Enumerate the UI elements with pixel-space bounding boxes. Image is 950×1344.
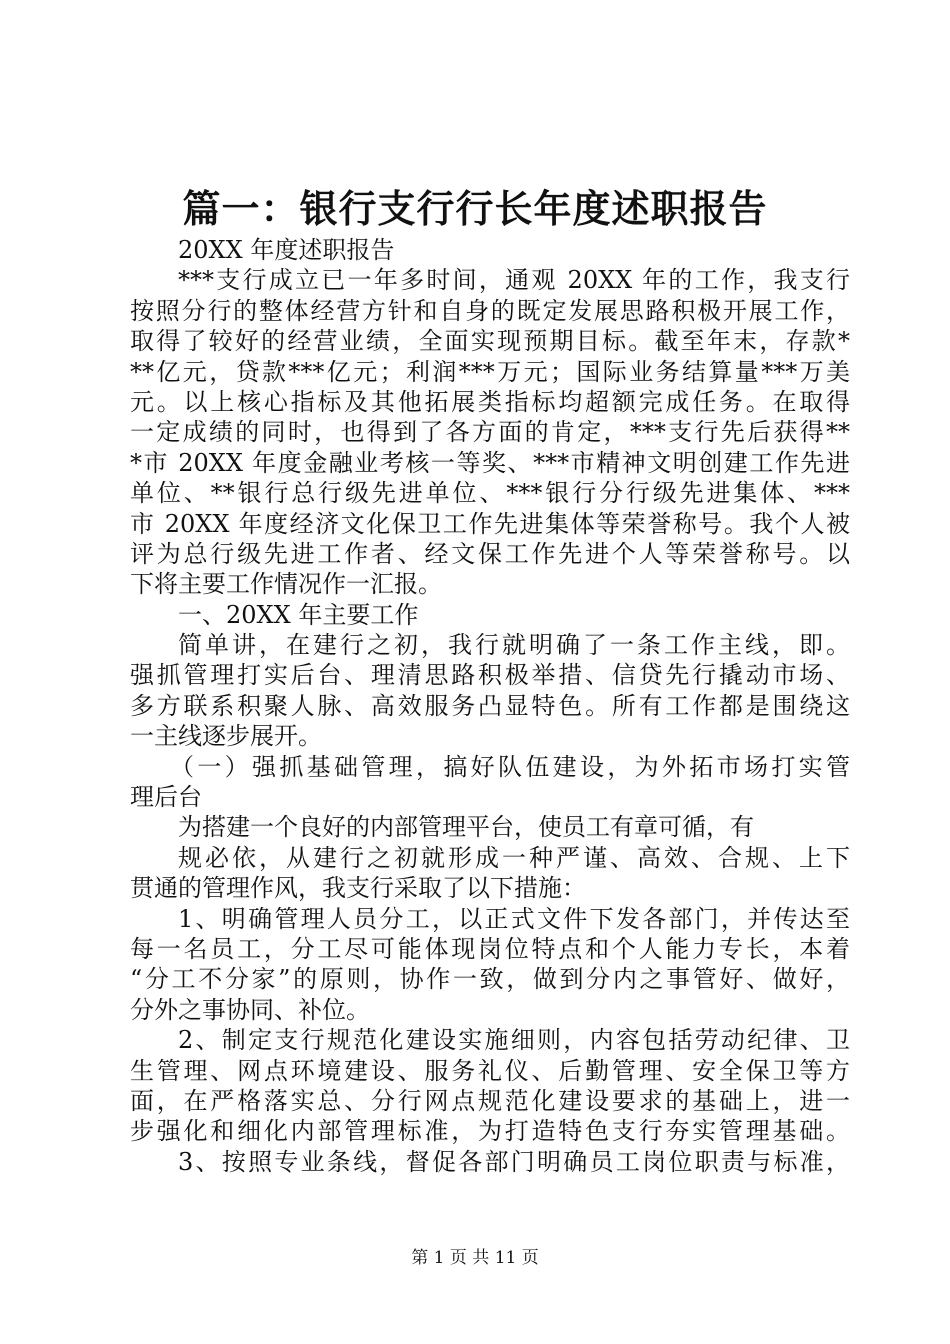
paragraph-line: 下将主要工作情况作一汇报。 — [130, 570, 442, 599]
paragraph-line: *市 20XX 年度金融业考核一等奖、***市精神文明创建工作先进 — [130, 448, 850, 477]
paragraph-line: 按照分行的整体经营方针和自身的既定发展思路积极开展工作， — [130, 296, 850, 325]
section-heading: 一、20XX 年主要工作 — [178, 600, 419, 629]
paragraph-line: 简单讲，在建行之初，我行就明确了一条工作主线，即。 — [178, 631, 850, 660]
paragraph-line: 规必依，从建行之初就形成一种严谨、高效、合规、上下 — [178, 843, 850, 872]
paragraph-line: ***支行成立已一年多时间，通观 20XX 年的工作，我支行 — [178, 266, 850, 295]
list-item-line: 每一名员工，分工尽可能体现岗位特点和个人能力专长，本着 — [130, 934, 850, 963]
paragraph-line: 单位、**银行总行级先进单位、***银行分行级先进集体、*** — [130, 479, 850, 508]
list-item-line: 3、按照专业条线，督促各部门明确员工岗位职责与标准， — [178, 1147, 850, 1176]
page-number-footer: 第 1 页 共 11 页 — [411, 1248, 539, 1268]
paragraph-line: 贯通的管理作风，我支行采取了以下措施： — [130, 874, 586, 903]
list-item-line: 2、制定支行规范化建设实施细则，内容包括劳动纪律、卫 — [178, 1026, 850, 1055]
paragraph-line: **亿元，贷款***亿元；利润***万元；国际业务结算量***万美 — [130, 357, 850, 386]
paragraph-line: 为搭建一个良好的内部管理平台，使员工有章可循，有 — [178, 813, 754, 842]
paragraph-line: 一定成绩的同时，也得到了各方面的肯定，***支行先后获得** — [130, 418, 850, 447]
list-item-line: 步强化和细化内部管理标准，为打造特色支行夯实管理基础。 — [130, 1117, 850, 1146]
paragraph-line: 一主线逐步展开。 — [130, 722, 322, 751]
document-body — [130, 235, 850, 1177]
paragraph-line: 强抓管理打实后台、理清思路积极举措、信贷先行撬动市场、 — [130, 661, 850, 690]
list-item-line: 分外之事协同、补位。 — [130, 995, 370, 1024]
paragraph-line: 多方联系积聚人脉、高效服务凸显特色。所有工作都是围绕这 — [130, 691, 850, 720]
list-item-line: 面，在严格落实总、分行网点规范化建设要求的基础上，进一 — [130, 1086, 850, 1115]
paragraph-line: 取得了较好的经营业绩，全面实现预期目标。截至年末，存款* — [130, 327, 850, 356]
subtitle-line: 20XX 年度述职报告 — [178, 236, 395, 264]
list-item-line: “分工不分家”的原则，协作一致，做到分内之事管好、做好， — [130, 965, 850, 994]
list-item-line: 1、明确管理人员分工，以正式文件下发各部门，并传达至 — [178, 904, 850, 933]
document-title: 篇一：银行支行行长年度述职报告 — [182, 186, 768, 231]
paragraph-line: 元。以上核心指标及其他拓展类指标均超额完成任务。在取得 — [130, 387, 850, 416]
subsection-heading: 理后台 — [130, 783, 202, 812]
paragraph-line: 市 20XX 年度经济文化保卫工作先进集体等荣誉称号。我个人被 — [130, 509, 850, 538]
subsection-heading: （一）强抓基础管理，搞好队伍建设，为外拓市场打实管 — [170, 752, 850, 781]
paragraph-line: 评为总行级先进工作者、经文保工作先进个人等荣誉称号。以 — [130, 539, 850, 568]
list-item-line: 生管理、网点环境建设、服务礼仪、后勤管理、安全保卫等方 — [130, 1056, 850, 1085]
